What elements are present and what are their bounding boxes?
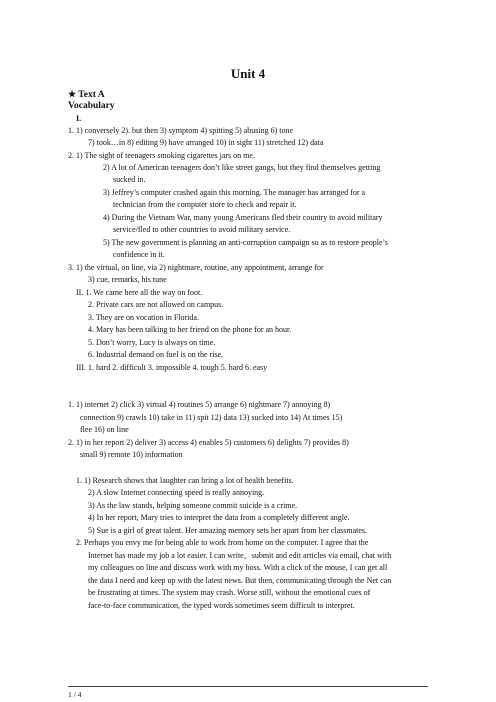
roman-numeral-1: I. [76, 114, 82, 123]
section-heading [68, 89, 105, 100]
exercise-line: 1. 1) internet 2) click 3) virtual 4) routines 5) arrange 6) nightmare 7) annoying 8) [68, 400, 331, 409]
exercise-line: flee 16) on line [80, 425, 129, 434]
exercise-line: connection 9) crawls 10) take in 11) spit 12) data 13) sucked into 14) At times 15) [80, 413, 343, 422]
exercise-line: 2. 1) in her report 2) deliver 3) access 4) enables 5) customers 6) delights 7) provides 8) [68, 438, 349, 447]
translation-line: my colleagues on line and discuss work with my boss. With a click of the mouse, I can get all [88, 563, 388, 572]
translation-line: 2) A slow Internet connecting speed is really annoying. [88, 488, 265, 497]
vocab-line: service/fled to other countries to avoid military service. [113, 225, 291, 234]
vocab-line: 7) took…in 8) editing 9) have arranged 10) in sight 11) stretched 12) data [88, 138, 324, 147]
translation-line: 4) In her report, Mary tries to interpret the data from a completely different angle. [88, 513, 350, 522]
translation-line: 3) As the law stands, helping someone commit suicide is a crime. [88, 501, 298, 510]
translation-line: Internet has made my job a lot easier. I can write，submit and edit articles via email, chat with [88, 551, 392, 560]
exercise-line: 3. They are on vocation in Florida. [88, 313, 199, 322]
page-number: 1 / 4 [68, 690, 82, 699]
vocab-line: 2. 1) The sight of teenagers smoking cigarettes jars on me. [68, 151, 255, 160]
translation-line: face-to-face communication, the typed words sometimes seem difficult to interpret. [88, 601, 355, 610]
star-icon: ★ [68, 89, 77, 99]
exercise-line: 4. Mary has been talking to her friend on the phone for an hour. [88, 325, 292, 334]
vocab-line: 3) cue, remarks, his tune [88, 275, 167, 284]
exercise-line: 2. Private cars are not allowed on campus. [88, 300, 224, 309]
translation-line: be frustrating at times. The system may crash. Worse still, without the emotional cues of [88, 588, 371, 597]
vocab-line: confidence in it. [113, 250, 165, 259]
exercise-line: 6. Industrial demand on fuel is on the rise. [88, 350, 224, 359]
vocab-line: 1. 1) conversely 2). but then 3) symptom 4) spitting 5) abusing 6) tone [68, 126, 294, 135]
vocabulary-heading: Vocabulary [68, 101, 115, 111]
exercise-line: III. 1. hard 2. difficult 3. impossible 4. tough 5. hard 6. easy [76, 363, 268, 372]
footer-divider [68, 686, 428, 687]
section-label: Text A [78, 90, 105, 100]
page-title: Unit 4 [230, 66, 266, 81]
translation-line: 2. Perhaps you envy me for being able to work from home on the computer. I agree that the [76, 538, 369, 547]
translation-line: 1. 1) Research shows that laughter can bring a lot of health benefits. [76, 476, 294, 485]
exercise-line: 5. Don’t worry, Lucy is always on time. [88, 338, 216, 347]
translation-line: 5) Sue is a girl of great talent. Her amazing memory sets her apart from her classmates. [88, 526, 368, 535]
vocab-line: sucked in. [113, 175, 146, 184]
exercise-line: II. 1. We came here all the way on foot. [76, 288, 203, 297]
vocab-line: 3. 1) the virtual, on line, via 2) nightmare, routine, any appointment, arrange for [68, 263, 324, 272]
exercise-line: small 9) remote 10) information [80, 450, 183, 459]
vocab-line: 2) A lot of American teenagers don’t like street gangs, but they find themselves getting [103, 163, 381, 172]
vocab-line: technician from the computer store to check and repair it. [113, 200, 297, 209]
vocab-line: 4) During the Vietnam War, many young Americans fled their country to avoid military [103, 213, 383, 222]
translation-line: the data I need and keep up with the latest news. But then, communicating through the Net can [88, 576, 392, 585]
vocab-line: 3) Jeffrey’s computer crashed again this morning. The manager has arranged for a [103, 188, 366, 197]
vocab-line: 5) The new government is planning an anti-corruption campaign so as to restore people’s [103, 238, 388, 247]
